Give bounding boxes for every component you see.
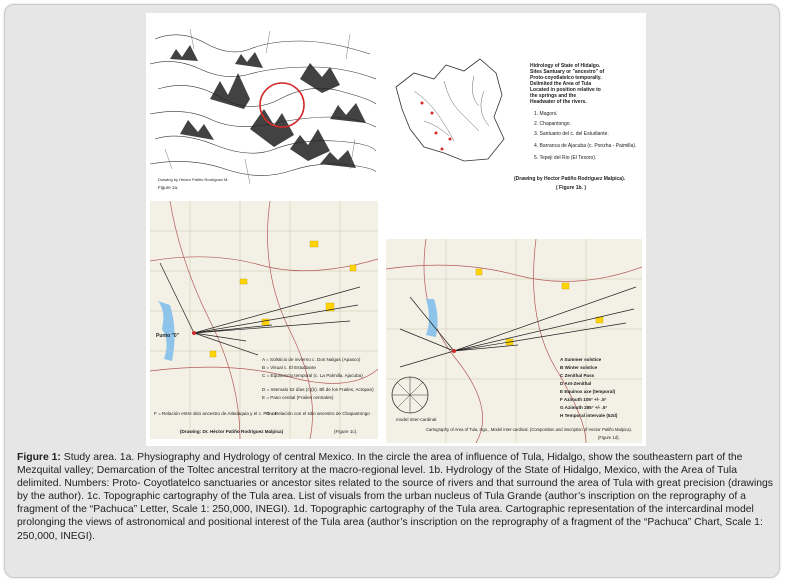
svg-text:1. Magoni.: 1. Magoni.: [534, 111, 558, 117]
svg-text:Sites Santuary or "ancestro" o: Sites Santuary or "ancestro" of: [530, 69, 605, 75]
svg-text:D = Intervalo 52 días (c)(b).: D = Intervalo 52 días (c)(b). Bll de los Frailes, Actopan): [262, 387, 374, 392]
svg-text:Figure 1a.: Figure 1a.: [158, 185, 179, 190]
svg-text:E Equinox axe (temporal): E Equinox axe (temporal): [560, 389, 616, 394]
svg-text:(Drawing by Hector Patiño Rodr: (Drawing by Hector Patiño Rodríguez Malpica).: [514, 176, 626, 182]
svg-text:F Azimuth 105° +/- .5°: F Azimuth 105° +/- .5°: [560, 397, 607, 402]
svg-text:A Summer solstice: A Summer solstice: [560, 357, 602, 362]
physiography-map: [150, 19, 376, 195]
intercardinal-model-diagram: [392, 377, 428, 413]
svg-text:3. Santuario del c. del Estudi: 3. Santuario del c. del Estudiante.: [534, 131, 609, 137]
svg-text:Located in position relative t: Located in position relative to: [530, 87, 601, 93]
svg-text:Cartography of Area of Tula, H: Cartography of Area of Tula, Hgo., Model inter-cardinal. (Composition and inscription of Hector Patiño Malpica).: [426, 427, 632, 432]
figure-1a-panel: [150, 19, 376, 195]
caption-text: Study area. 1a. Physiography and Hydrology of central Mexico. In the circle the area of influence of Tula, Hidalgo, show the southeastern part of the Mezquital valley; Demarcation of the Toltec ancestral territory at the macro-regional level. 1b. Hydrology of the State of Hidalgo, Mexico, with the Area of Tula delimited. Numbers: Proto- Coyotlatelco sanctuaries or ancestor sites related to the source of rivers and that surround the area of Tula with great precision (drawings by the author). 1c. Topographic cartography of the Tula area. List of visuals from the urban nucleus of Tula Grande (author’s inscription on the reprography of a fragment of the “Pachuca” Letter, Scale 1: 250,000, INEGI). 1d. Topographic cartography of the Tula area. Cartographic representation of the intercardinal model prolonging the views of astronomical and positional interest of the Tula area (author’s inscription on the reprography of a fragment of the “Pachuca” Chart, Scale 1: 250,000, INEGI).: [17, 452, 773, 542]
svg-text:(Figure 1c).: (Figure 1c).: [334, 429, 358, 434]
svg-text:Punto "0": Punto "0": [156, 333, 180, 339]
hydrology-map: [384, 21, 642, 195]
figure-1c-panel: [150, 201, 378, 439]
svg-text:D Ant-Zenithal: D Ant-Zenithal: [560, 381, 592, 386]
svg-text:( Figure 1b. ): ( Figure 1b. ): [556, 185, 586, 191]
svg-text:(Drawing: Dr. Héctor Patiño Ro: (Drawing: Dr. Héctor Patiño Rodríguez Malpica): [180, 429, 284, 434]
figure-1b-panel: [384, 21, 642, 195]
figure-caption: [17, 451, 775, 543]
svg-text:(Figure 1d).: (Figure 1d).: [598, 435, 620, 440]
svg-text:Hidrology of State of Hidalgo.: Hidrology of State of Hidalgo.: [530, 63, 601, 69]
svg-text:Drawing by Hector Patiño Rodrí: Drawing by Hector Patiño Rodríguez M.: [158, 177, 229, 182]
svg-text:4. Barranca de Ajacuba (c. Pon: 4. Barranca de Ajacuba (c. Ponzha - Paimilla).: [534, 143, 637, 149]
svg-text:model inter-cardinal: model inter-cardinal: [396, 417, 437, 422]
svg-text:G Azimuth 285° +/- .5°: G Azimuth 285° +/- .5°: [560, 405, 608, 410]
figure-1d-panel: [386, 239, 642, 443]
svg-text:the springs and the: the springs and the: [530, 93, 577, 99]
svg-text:Headwater of the rivers.: Headwater of the rivers.: [530, 99, 587, 105]
svg-text:2. Chapantongo.: 2. Chapantongo.: [534, 121, 571, 127]
svg-text:Delimited the Area of Tula: Delimited the Area of Tula: [530, 81, 592, 87]
topographic-map-1d: [386, 239, 642, 443]
topographic-map-1c: [150, 201, 378, 439]
svg-text:E = Paso cenital (Frailes cent: E = Paso cenital (Frailes centrales): [262, 395, 334, 400]
svg-text:B = Visual c. El Estudiante: B = Visual c. El Estudiante: [262, 365, 316, 370]
svg-text:C = Equinoccio temporal (c. La: C = Equinoccio temporal (c. La Palmilla, Ajacuba): [262, 373, 363, 378]
svg-text:F = Relación entre sitio ances: F = Relación entre sitio ancestro de Atitalaquia y el c. Ponza: [154, 411, 277, 416]
svg-text:Proto-coyotlatelco temporally.: Proto-coyotlatelco temporally.: [530, 75, 602, 81]
svg-text:C Zenithal Pass: C Zenithal Pass: [560, 373, 595, 378]
svg-text:H Temporal intervale (52d): H Temporal intervale (52d): [560, 413, 618, 418]
svg-text:A = Solsticio de invierno c. D: A = Solsticio de invierno c. Dos Nalgas (Apaxco): [262, 357, 361, 362]
svg-text:5. Tepeji del Rio (El Tesoro).: 5. Tepeji del Rio (El Tesoro).: [534, 155, 597, 161]
figure-card: [4, 4, 780, 578]
svg-text:G = Relación con el sitio ance: G = Relación con el sitio ancestro de Chapantongo: [266, 411, 370, 416]
svg-text:B Winter solstice: B Winter solstice: [560, 365, 598, 370]
caption-label: Figure 1:: [17, 452, 61, 463]
composite-figure: [146, 13, 646, 446]
